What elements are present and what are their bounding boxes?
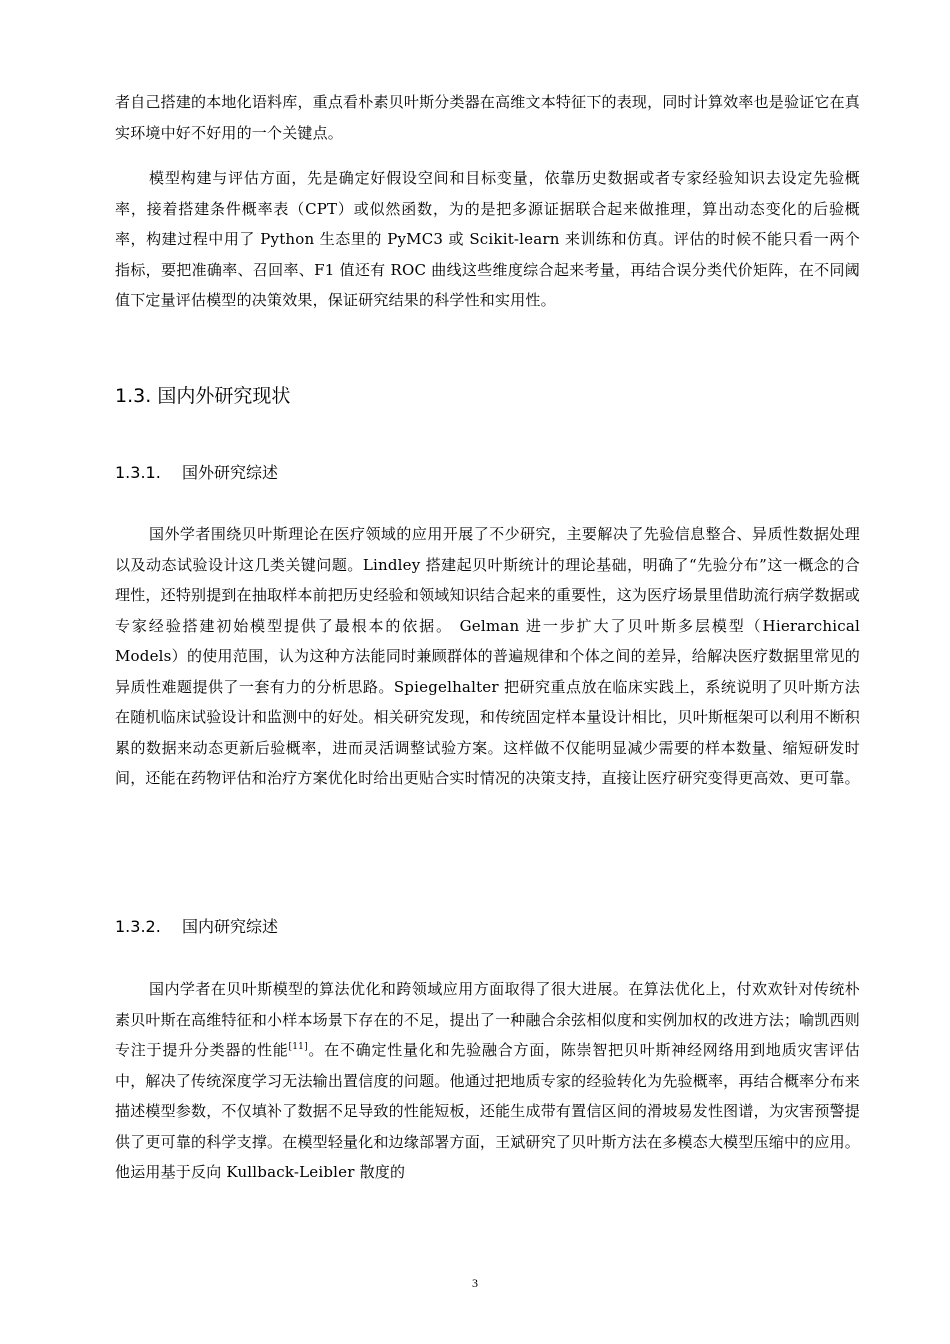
section-heading-1-3-1 (115, 460, 278, 483)
paragraph-foreign-review: 国外学者围绕贝叶斯理论在医疗领域的应用开展了不少研究，主要解决了先验信息整合、异质性数据处理以及动态试验设计这几类关键问题。Lindley 搭建起贝叶斯统计的理论基础，明确了“先验分布”这一概念的合理性，还特别提到在抽取样本前把历史经验和领域知识结合起来的重要性，这为医疗场景里借助流行病学数据或专家经验搭建初始模型提供了最根本的依据。 Gelman 进一步扩大了贝叶斯多层模型（Hierarchical Models）的使用范围，认为这种方法能同时兼顾群体的普遍规律和个体之间的差异，给解决医疗数据里常见的异质性难题提供了一套有力的分析思路。Spiegelhalter 把研究重点放在临床实践上，系统说明了贝叶斯方法在随机临床试验设计和监测中的好处。相关研究发现，和传统固定样本量设计相比，贝叶斯框架可以利用不断积累的数据来动态更新后验概率，进而灵活调整试验方案。这样做不仅能明显减少需要的样本数量、缩短研发时间，还能在药物评估和治疗方案优化时给出更贴合实时情况的决策支持，直接让医疗研究变得更高效、更可靠。 (115, 525, 860, 787)
section-number: 1.3. (115, 385, 152, 407)
paragraph-continued: 者自己搭建的本地化语料库，重点看朴素贝叶斯分类器在高维文本特征下的表现，同时计算效率也是验证它在真实环境中好不好用的一个关键点。 (115, 93, 860, 142)
page-number: 3 (472, 1276, 478, 1290)
section-number: 1.3.1. (115, 463, 161, 482)
section-title: 国外研究综述 (182, 463, 279, 482)
section-heading-1-3 (115, 381, 290, 408)
paragraph-model-evaluation: 模型构建与评估方面，先是确定好假设空间和目标变量，依靠历史数据或者专家经验知识去设定先验概率，接着搭建条件概率表（CPT）或似然函数，为的是把多源证据联合起来做推理，算出动态变化的后验概率，构建过程中用了 Python 生态里的 PyMC3 或 Scikit-learn 来训练和仿真。评估的时候不能只看一两个指标，要把准确率、召回率、F1 值还有 ROC 曲线这些维度综合起来考量，再结合误分类代价矩阵，在不同阈值下定量评估模型的决策效果，保证研究结果的科学性和实用性。 (115, 169, 860, 309)
citation-reference: [11] (288, 1042, 308, 1052)
section-heading-1-3-2 (115, 914, 278, 937)
paragraph-text: 国内学者在贝叶斯模型的算法优化和跨领域应用方面取得了很大进展。在算法优化上，付欢欢针对传统朴素贝叶斯在高维特征和小样本场景下存在的不足，提出了一种融合余弦相似度和实例加权的改进方法；喻凯西则专注于提升分类器的性能 (115, 980, 860, 1059)
section-title: 国内外研究现状 (157, 385, 291, 407)
paragraph-domestic-review (115, 974, 860, 1188)
paragraph-text: 。在不确定性量化和先验融合方面，陈崇智把贝叶斯神经网络用到地质灾害评估中，解决了传统深度学习无法输出置信度的问题。他通过把地质专家的经验转化为先验概率，再结合概率分布来描述模型参数，不仅填补了数据不足导致的性能短板，还能生成带有置信区间的滑坡易发性图谱，为灾害预警提供了更可靠的科学支撑。在模型轻量化和边缘部署方面，王斌研究了贝叶斯方法在多模态大模型压缩中的应用。他运用基于反向 Kullback-Leibler 散度的 (115, 1041, 860, 1181)
section-title: 国内研究综述 (182, 917, 279, 936)
section-number: 1.3.2. (115, 917, 161, 936)
